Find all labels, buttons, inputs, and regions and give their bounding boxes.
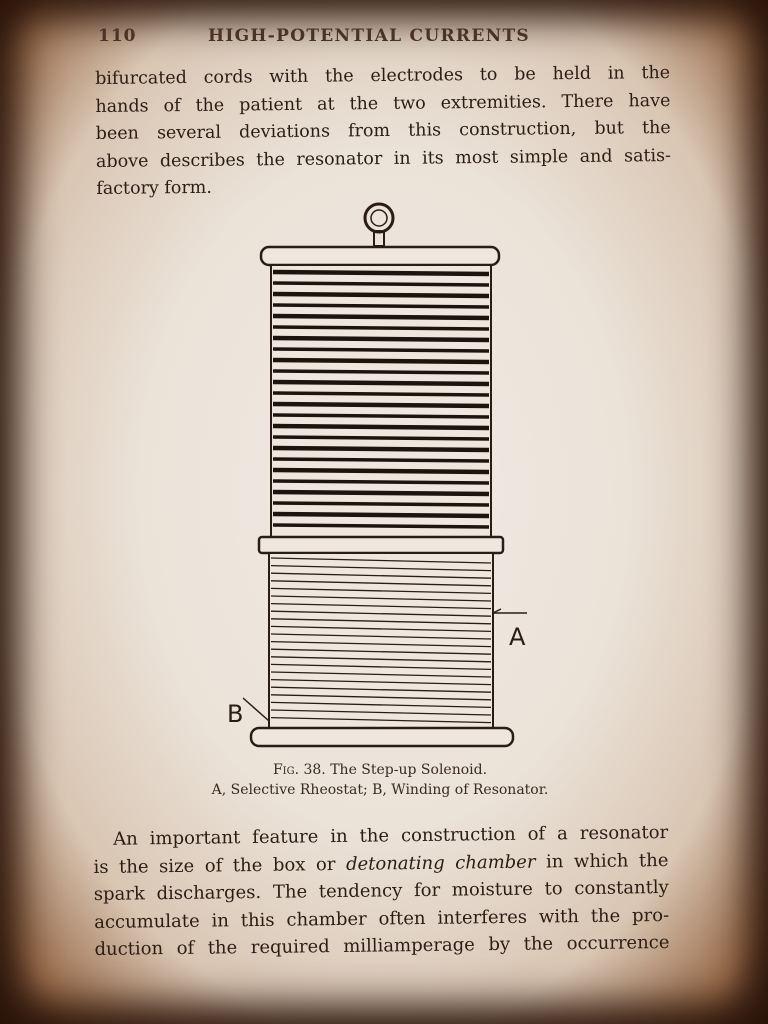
winding-line: [273, 349, 489, 351]
paragraph-2-italic: detonating chamber: [345, 851, 536, 875]
paragraph-2-text: is the size of the box or: [93, 853, 336, 878]
page-header: [98, 26, 558, 50]
caption-title-line: [150, 760, 610, 780]
winding-line: [273, 404, 489, 406]
caption-legend: A, Selective Rheostat; B, Winding of Resonator.: [211, 782, 549, 798]
winding-line: [273, 415, 489, 417]
winding-line: [273, 481, 489, 483]
winding-line: [273, 338, 489, 340]
paragraph-1-line: factory form.: [96, 177, 213, 199]
paragraph-1-line: above describes the resonator in its most simple and satis-: [95, 145, 672, 172]
winding-line: [273, 371, 489, 373]
winding-line: [273, 514, 489, 516]
paragraph-1-line: hands of the patient at the two extremities. There have: [95, 90, 671, 117]
figure-caption: [150, 760, 610, 800]
winding-line: [273, 272, 489, 274]
paragraph-2-line: accumulate in this chamber often interferes with the pro-: [94, 904, 670, 933]
eye-ring-icon: [365, 204, 393, 232]
paragraph-2-text: in which the: [545, 849, 669, 872]
winding-line: [273, 393, 489, 395]
winding-line: [273, 503, 489, 505]
bottom-cap: [251, 728, 513, 746]
running-head: HIGH-POTENTIAL CURRENTS: [208, 26, 530, 46]
figure-label-a: A: [509, 623, 526, 651]
winding-line: [273, 492, 489, 494]
middle-ring: [259, 537, 503, 553]
solenoid-figure: [225, 200, 535, 755]
caption-title: The Step-up Solenoid.: [330, 762, 488, 778]
caption-figure-label: Fig. 38.: [272, 762, 326, 778]
paragraph-1-line: bifurcated cords with the electrodes to be held in the: [95, 62, 671, 89]
paragraph-1-line: been several deviations from this construction, but the: [95, 117, 671, 144]
paragraph-2: [93, 819, 670, 964]
winding-line: [273, 305, 489, 307]
winding-line: [273, 525, 489, 527]
winding-line: [273, 382, 489, 384]
winding-line: [273, 360, 489, 362]
winding-line: [273, 470, 489, 472]
figure-label-b: B: [227, 700, 244, 728]
winding-line: [273, 294, 489, 296]
top-cap: [261, 247, 499, 265]
paragraph-2-line: An important feature in the construction of a resonator: [113, 821, 669, 850]
winding-line: [273, 437, 489, 439]
winding-line: [273, 426, 489, 428]
winding-line: [273, 448, 489, 450]
winding-line: [273, 459, 489, 461]
winding-line: [273, 327, 489, 329]
winding-line: [273, 283, 489, 285]
paragraph-2-line: spark discharges. The tendency for moisture to constantly: [93, 876, 669, 905]
paragraph-1: [95, 60, 671, 204]
winding-line: [273, 316, 489, 318]
page-number: 110: [98, 26, 137, 46]
paragraph-2-line: duction of the required milliamperage by the occurrence: [94, 931, 670, 960]
